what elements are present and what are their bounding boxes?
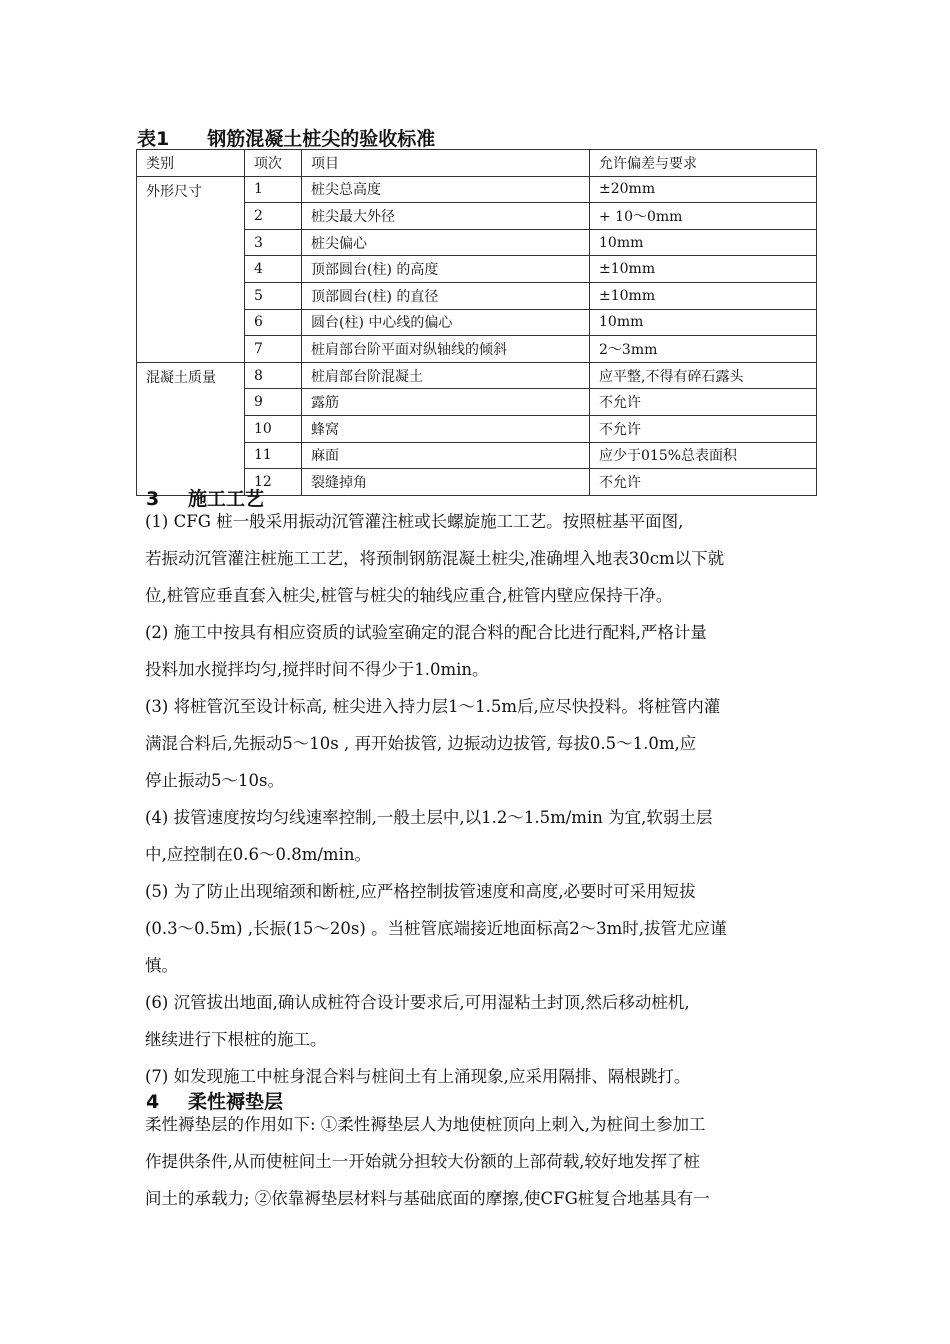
header-cell: 项次 xyxy=(245,150,302,177)
table-cell: 露筋 xyxy=(302,389,590,416)
table-cell: 应平整,不得有碎石露头 xyxy=(590,362,817,389)
table-cell: 12 xyxy=(245,469,302,496)
table-cell: 麻面 xyxy=(302,442,590,469)
table-cell: 应少于015%总表面积 xyxy=(590,442,817,469)
table-cell: 桩尖最大外径 xyxy=(302,203,590,230)
table-cell: 2～3mm xyxy=(590,336,817,363)
table-row xyxy=(137,176,817,203)
table-header-row xyxy=(137,150,817,177)
table-cell: 10mm xyxy=(590,309,817,336)
table-cell: + 10～0mm xyxy=(590,203,817,230)
header-cell: 类别 xyxy=(137,150,245,177)
section-number: 4 xyxy=(146,1091,160,1113)
table-cell: 6 xyxy=(245,309,302,336)
table-cell: 9 xyxy=(245,389,302,416)
table-cell: 顶部圆台(柱) 的直径 xyxy=(302,282,590,309)
table-cell: 4 xyxy=(245,256,302,283)
paragraph: 柔性褥垫层的作用如下: ①柔性褥垫层人为地使桩顶向上刺入,为桩间土参加工 作提供条件,从而使桩间土一开始就分担较大份额的上部荷载,较好地发挥了桩 间土的承载力; ②依靠褥垫层材料与基础底面的摩擦,使CFG桩复合地基具有一 xyxy=(145,1115,710,1208)
table-cell: 不允许 xyxy=(590,469,817,496)
table-cell: 不允许 xyxy=(590,389,817,416)
section-number: 3 xyxy=(146,488,160,510)
table-title-text: 钢筋混凝土桩尖的验收标准 xyxy=(207,128,436,150)
acceptance-table xyxy=(136,149,817,496)
section-title: 施工工艺 xyxy=(188,488,265,510)
category-cell: 混凝土质量 xyxy=(137,362,245,495)
table-cell: 顶部圆台(柱) 的高度 xyxy=(302,256,590,283)
table-cell: 桩尖偏心 xyxy=(302,229,590,256)
table-cell: 桩肩部台阶混凝土 xyxy=(302,362,590,389)
table-cell: 5 xyxy=(245,282,302,309)
table-cell: 10 xyxy=(245,415,302,442)
table-cell: ±10mm xyxy=(590,282,817,309)
table-cell: 2 xyxy=(245,203,302,230)
paragraph: (1) CFG 桩一般采用振动沉管灌注桩或长螺旋施工工艺。按照桩基平面图, 若振动沉管灌注桩施工工艺，将预制钢筋混凝土桩尖,准确埋入地表30cm以下就 位,桩管应垂直套入桩尖,桩管与桩尖的轴线应重合,桩管内壁应保持干净。 (2) 施工中按具有相应资质的试验室确定的混合料的配合比进行配料,严格计量 投料加水搅拌均匀,搅拌时间不得少于1.0min。 (3) 将桩管沉至设计标高, 桩尖进入持力层1～1.5m后,应尽快投料。将桩管内灌 满混合料后,先振动5～10s , 再开始拔管, 边振动边拔管, 每拔0.5～1.0m,应 停止振动5～10s。 (4) 拔管速度按均匀线速率控制,一般土层中,以1.2～1.5m/min 为宜,软弱土层 中,应控制在0.6～0.8m/min。 (5) 为了防止出现缩颈和断桩,应严格控制拔管速度和高度,必要时可采用短拔 (0.3～0.5m) ,长振(15～20s) 。当桩管底端接近地面标高2～3m时,拔管尤应谨 慎。 (6) 沉管拔出地面,确认成桩符合设计要求后,可用湿粘土封顶,然后移动桩机, 继续进行下根桩的施工。 (7) 如发现施工中桩身混合料与桩间土有上涌现象,应采用隔排、隔根跳打。 xyxy=(145,512,727,1086)
table-cell: 1 xyxy=(245,176,302,203)
header-cell: 允许偏差与要求 xyxy=(590,150,817,177)
table-label: 表1 xyxy=(137,128,170,150)
table-cell: 桩尖总高度 xyxy=(302,176,590,203)
table-cell: 蜂窝 xyxy=(302,415,590,442)
table-cell: 3 xyxy=(245,229,302,256)
table-cell: 桩肩部台阶平面对纵轴线的倾斜 xyxy=(302,336,590,363)
table-cell: 7 xyxy=(245,336,302,363)
table-cell: 8 xyxy=(245,362,302,389)
table-cell: 11 xyxy=(245,442,302,469)
table-title xyxy=(137,124,435,151)
table-cell: ±20mm xyxy=(590,176,817,203)
section-title: 柔性褥垫层 xyxy=(188,1091,284,1113)
table-row xyxy=(137,362,817,389)
table-cell: ±10mm xyxy=(590,256,817,283)
table-cell: 10mm xyxy=(590,229,817,256)
table-cell: 圆台(柱) 中心线的偏心 xyxy=(302,309,590,336)
table-cell: 不允许 xyxy=(590,415,817,442)
header-cell: 项目 xyxy=(302,150,590,177)
table-cell: 裂缝掉角 xyxy=(302,469,590,496)
category-cell: 外形尺寸 xyxy=(137,176,245,362)
